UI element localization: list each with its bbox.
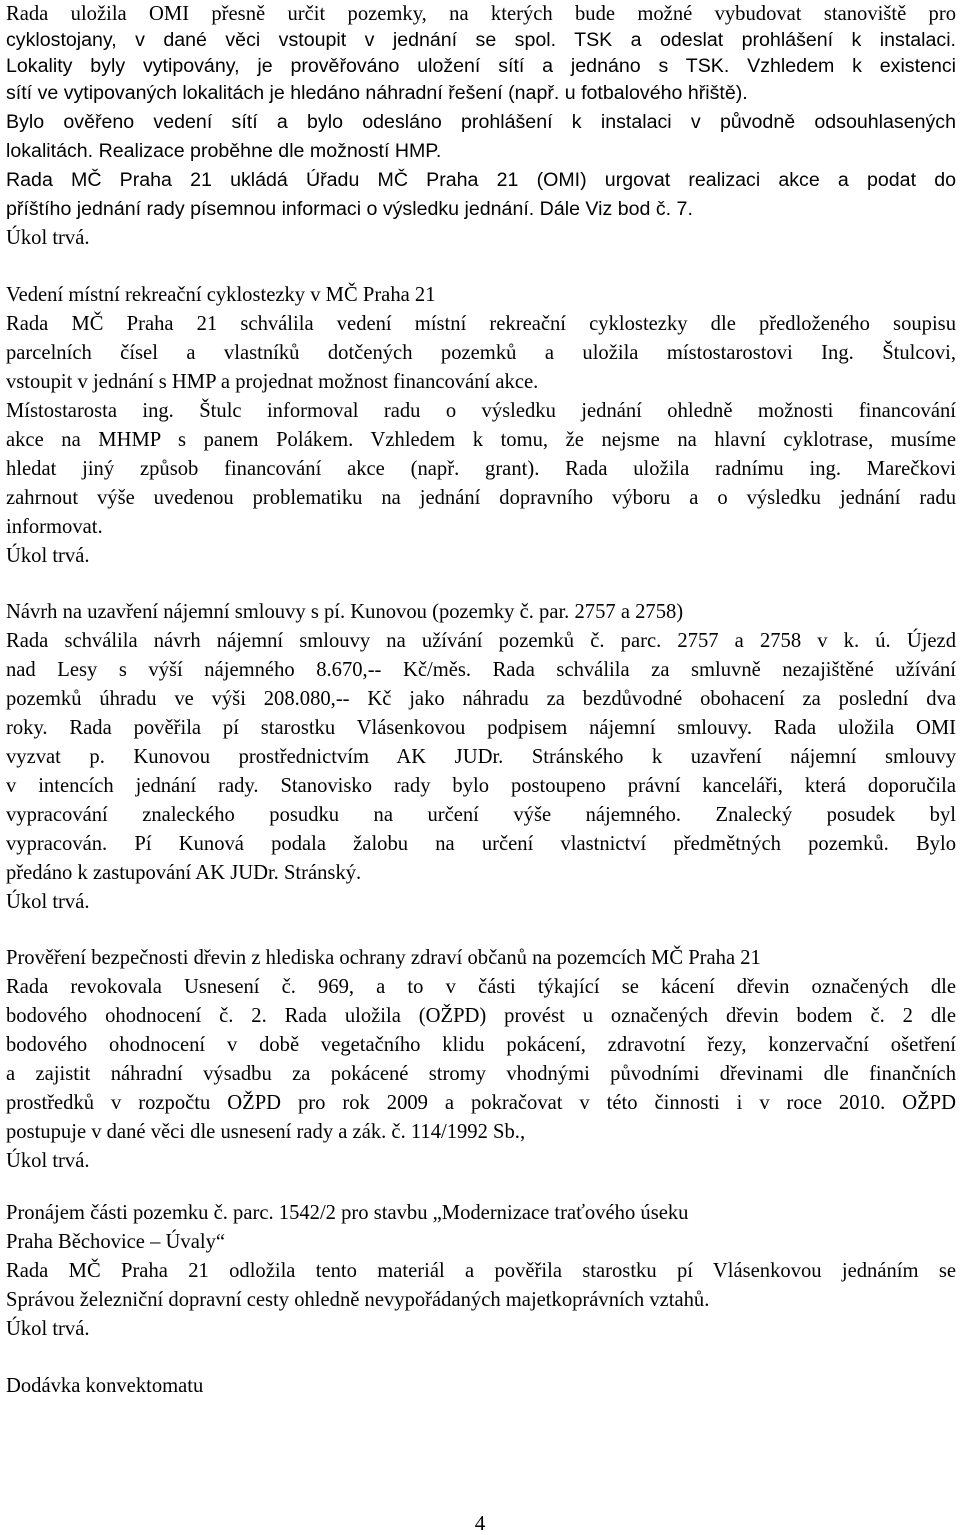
text-line: Rada schválila návrh nájemní smlouvy na užívání pozemků č. parc. 2757 a 2758 v k. ú. Újezd (6, 630, 956, 652)
text-line: roky. Rada pověřila pí starostku Vlásenkovou podpisem nájemní smlouvy. Rada uložila OMI (6, 717, 956, 739)
text-line: Rada uložila OMI přesně určit pozemky, na kterých bude možné vybudovat stanoviště pro (6, 3, 956, 25)
text-line: postupuje v dané věci dle usnesení rady a zák. č. 114/1992 Sb., (6, 1121, 526, 1143)
text-line: prostředků v rozpočtu OŽPD pro rok 2009 a pokračovat v této činnosti i v roce 2010. OŽPD (6, 1092, 956, 1114)
text-line: Rada MČ Praha 21 odložila tento materiál a pověřila starostku pí Vlásenkovou jednáním se (6, 1260, 956, 1282)
text-line: informovat. (6, 516, 103, 538)
text-line: hledat jiný způsob financování akce (např. grant). Rada uložila radnímu ing. Marečkovi (6, 458, 956, 480)
text-line: parcelních čísel a vlastníků dotčených pozemků a uložila místostarostovi Ing. Štulcovi, (6, 342, 956, 364)
text-line: nad Lesy s výší nájemného 8.670,-- Kč/měs. Rada schválila za smluvně nezajištěné užívání (6, 659, 956, 681)
section-heading: Pronájem části pozemku č. parc. 1542/2 pro stavbu „Modernizace traťového úseku (6, 1202, 689, 1224)
text-line: Lokality byly vytipovány, je prověřováno uložení sítí a jednáno s TSK. Vzhledem k existenci (6, 55, 956, 77)
page-number: 4 (474, 1511, 486, 1535)
text-line: předáno k zastupování AK JUDr. Stránský. (6, 862, 362, 884)
task-status: Úkol trvá. (6, 545, 90, 567)
section-heading-continued: Praha Běchovice – Úvaly“ (6, 1231, 226, 1253)
task-status: Úkol trvá. (6, 1318, 90, 1340)
text-line: sítí ve vytipovaných lokalitách je hledáno náhradní řešení (např. u fotbalového hřiště). (6, 82, 748, 104)
text-line: a zajistit náhradní výsadbu za pokácené stromy vhodnými původními dřevinami dle finančních (6, 1063, 956, 1085)
text-line: bodového ohodnocení v době vegetačního klidu pokácení, zdravotní řezy, konzervační ošetření (6, 1034, 956, 1056)
section-heading: Prověření bezpečnosti dřevin z hlediska ochrany zdraví občanů na pozemcích MČ Praha 21 (6, 947, 761, 969)
text-line: vypracován. Pí Kunová podala žalobu na určení vlastnictví předmětných pozemků. Bylo (6, 833, 956, 855)
text-line: vyzvat p. Kunovou prostřednictvím AK JUDr. Stránského k uzavření nájemní smlouvy (6, 746, 956, 768)
section-heading: Dodávka konvektomatu (6, 1375, 204, 1397)
text-line: zahrnout výše uvedenou problematiku na jednání dopravního výboru a o výsledku jednání radu (6, 487, 956, 509)
section-heading: Vedení místní rekreační cyklostezky v MČ Praha 21 (6, 284, 436, 306)
text-line: Rada MČ Praha 21 ukládá Úřadu MČ Praha 21 (OMI) urgovat realizaci akce a podat do (6, 169, 956, 191)
text-line: akce na MHMP s panem Polákem. Vzhledem k tomu, že nejsme na hlavní cyklotrase, musíme (6, 429, 956, 451)
task-status: Úkol trvá. (6, 891, 90, 913)
text-line: vstoupit v jednání s HMP a projednat možnost financování akce. (6, 371, 539, 393)
text-line: cyklostojany, v dané věci vstoupit v jednání se spol. TSK a odeslat prohlášení k instalaci. (6, 29, 956, 51)
text-line: Místostarosta ing. Štulc informoval radu o výsledku jednání ohledně možnosti financování (6, 400, 956, 422)
section-heading: Návrh na uzavření nájemní smlouvy s pí. Kunovou (pozemky č. par. 2757 a 2758) (6, 601, 684, 623)
task-status: Úkol trvá. (6, 1150, 90, 1172)
text-line: lokalitách. Realizace proběhne dle možností HMP. (6, 140, 442, 162)
text-line: pozemků úhradu ve výši 208.080,-- Kč jako náhradu za bezdůvodné obohacení za poslední dva (6, 688, 956, 710)
text-line: bodového ohodnocení č. 2. Rada uložila (OŽPD) provést u označených dřevin bodem č. 2 dle (6, 1005, 956, 1027)
text-line: Bylo ověřeno vedení sítí a bylo odesláno prohlášení k instalaci v původně odsouhlasených (6, 111, 956, 133)
text-line: příštího jednání rady písemnou informaci o výsledku jednání. Dále Viz bod č. 7. (6, 198, 693, 220)
text-line: v intencích jednání rady. Stanovisko rady bylo postoupeno právní kanceláři, která doporučila (6, 775, 956, 797)
text-line: Správou železniční dopravní cesty ohledně nevypořádaných majetkoprávních vztahů. (6, 1289, 710, 1311)
text-line: vypracování znaleckého posudku na určení výše nájemného. Znalecký posudek byl (6, 804, 956, 826)
text-line: Rada MČ Praha 21 schválila vedení místní rekreační cyklostezky dle předloženého soupisu (6, 313, 956, 335)
text-line: Rada revokovala Usnesení č. 969, a to v části týkající se kácení dřevin označených dle (6, 976, 956, 998)
task-status: Úkol trvá. (6, 227, 90, 249)
